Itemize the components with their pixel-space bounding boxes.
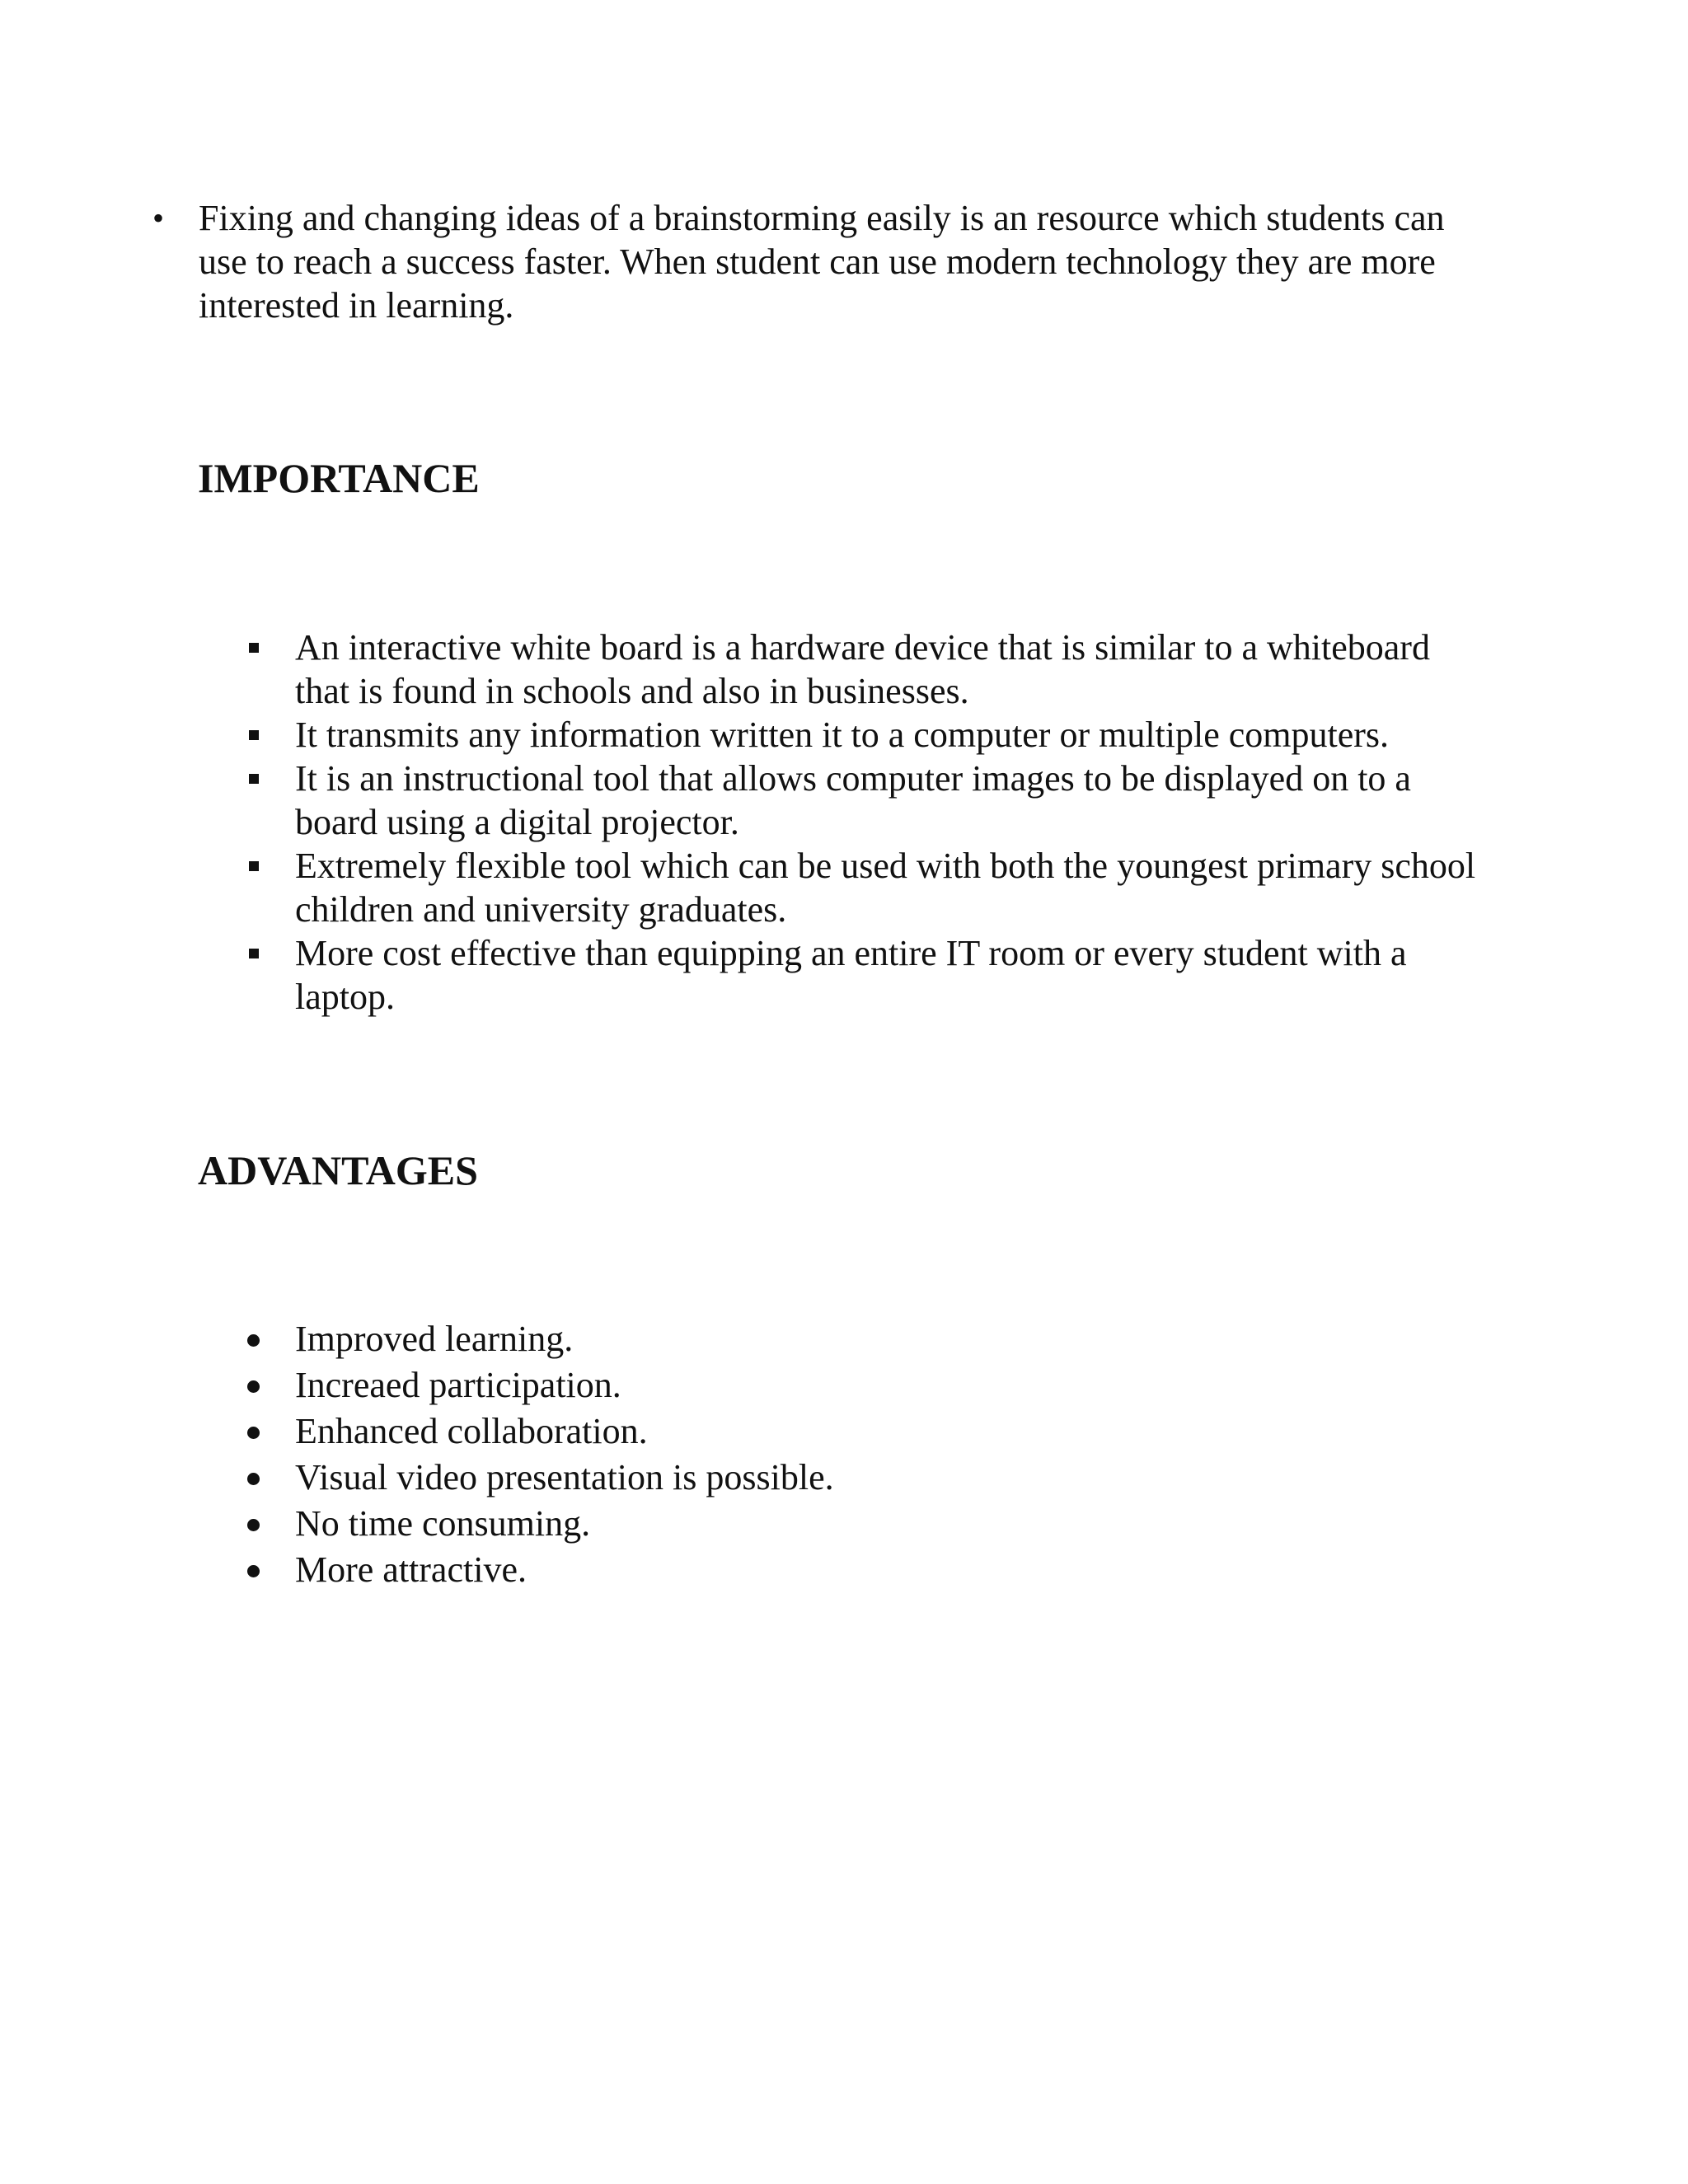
list-item — [247, 1501, 1401, 1547]
square-bullet-icon — [249, 730, 259, 740]
list-item — [247, 626, 1484, 713]
list-item — [247, 757, 1484, 844]
list-item-text: More attractive. — [295, 1549, 527, 1590]
list-item-text: It transmits any information written it to a computer or multiple computers. — [295, 715, 1390, 755]
list-item-text: More cost effective than equipping an entire IT room or every student with a laptop. — [295, 933, 1407, 1017]
advantages-list — [247, 1316, 1401, 1593]
list-item-text: Enhanced collaboration. — [295, 1411, 648, 1451]
list-item-text: Improved learning. — [295, 1319, 574, 1359]
round-bullet-icon — [247, 1334, 260, 1347]
round-bullet-icon — [247, 1473, 260, 1485]
intro-text: Fixing and changing ideas of a brainstorming easily is an resource which students can use to reach a success faster. When student can use modern technology they are more interested in learning. — [199, 198, 1445, 326]
list-item-text: Increaed participation. — [295, 1365, 621, 1405]
list-item — [247, 844, 1484, 931]
round-bullet-icon — [247, 1565, 260, 1577]
list-item — [247, 1408, 1401, 1455]
list-item-text: Extremely flexible tool which can be used with both the youngest primary school children and university graduates. — [295, 846, 1476, 930]
list-item — [247, 931, 1484, 1019]
square-bullet-icon — [249, 861, 259, 871]
list-item-text: It is an instructional tool that allows computer images to be displayed on to a board using a digital projector. — [295, 758, 1411, 842]
list-item — [247, 1455, 1401, 1501]
round-bullet-icon — [247, 1427, 260, 1439]
round-bullet-icon — [247, 1380, 260, 1393]
importance-list — [247, 626, 1484, 1019]
list-item-text: No time consuming. — [295, 1503, 591, 1544]
list-item — [247, 1362, 1401, 1408]
square-bullet-icon — [249, 774, 259, 784]
list-item — [247, 713, 1484, 757]
advantages-heading: ADVANTAGES — [198, 1147, 478, 1193]
list-item — [247, 1316, 1401, 1362]
list-item-text: Visual video presentation is possible. — [295, 1457, 834, 1497]
round-bullet-icon — [247, 1519, 260, 1531]
square-bullet-icon — [249, 949, 259, 958]
bullet-icon: • — [152, 199, 165, 237]
list-item-text: An interactive white board is a hardware device that is similar to a whiteboard that is found in schools and also in businesses. — [295, 627, 1430, 711]
list-item — [247, 1547, 1401, 1593]
intro-bullet-item — [144, 196, 1463, 327]
square-bullet-icon — [249, 643, 259, 653]
importance-heading: IMPORTANCE — [198, 455, 480, 501]
